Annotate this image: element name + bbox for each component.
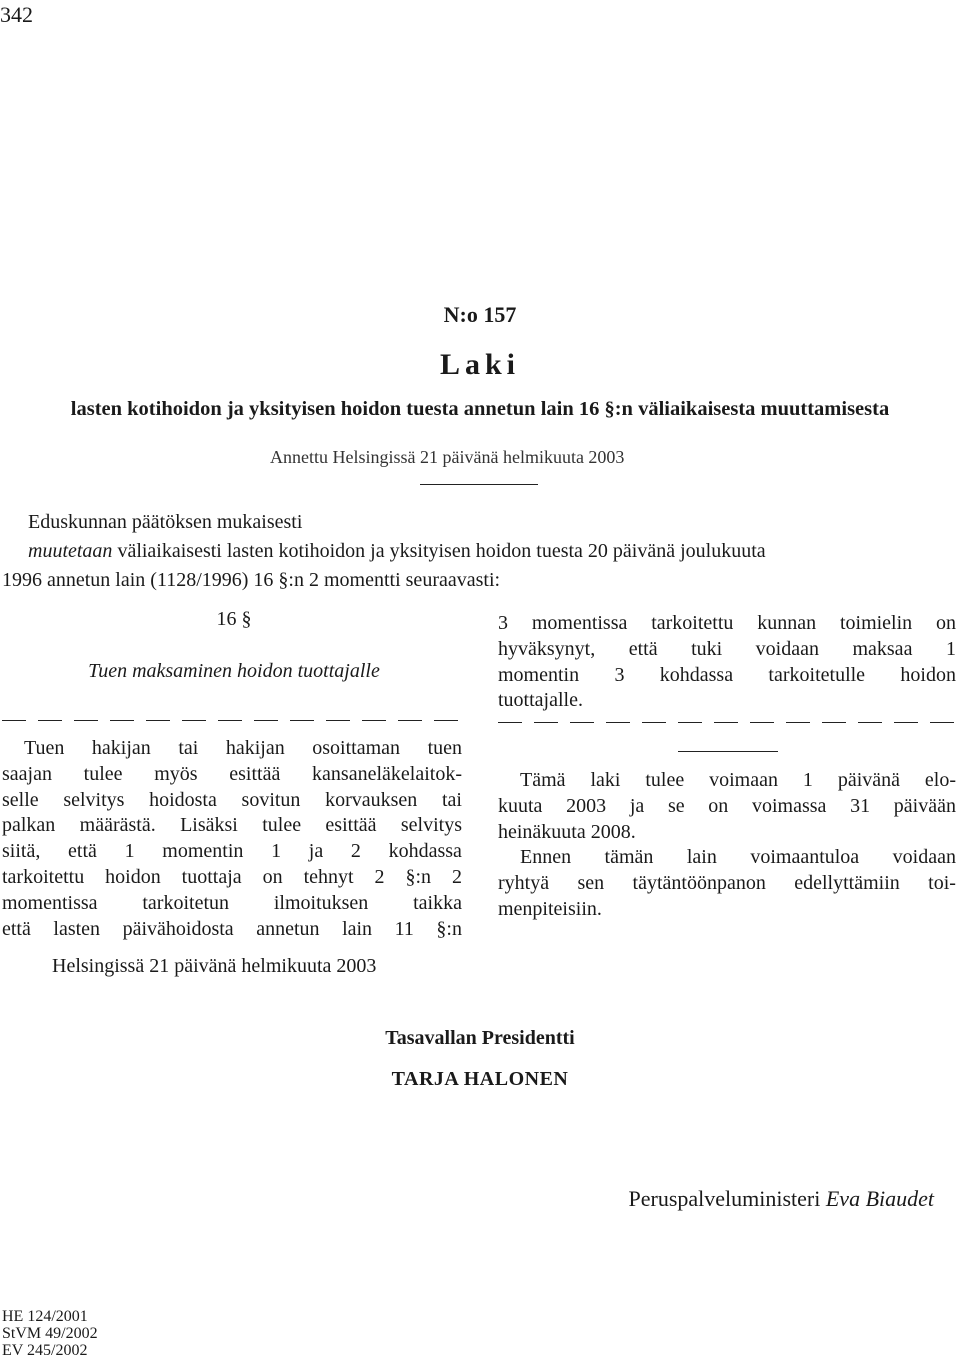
prep-line: menpiteisiin. xyxy=(498,897,602,920)
left-line: palkan määrästä. Lisäksi tulee esittää selvitys xyxy=(2,814,462,837)
entry-into-force-paragraph xyxy=(498,768,956,845)
left-line: siitä, että 1 momentin 1 ja 2 kohdassa xyxy=(2,840,462,863)
section-end-divider xyxy=(678,751,778,752)
right-line: tuottajalle. xyxy=(498,689,583,712)
left-line: Tuen hakijan tai hakijan osoittaman tuen xyxy=(24,737,462,759)
minister-signature xyxy=(629,1186,935,1212)
omission-dashes-left xyxy=(2,720,458,721)
document-type-heading: Laki xyxy=(439,348,521,381)
law-subject-title: lasten kotihoidon ja yksityisen hoidon tuesta annetun lain 16 §:n väliaikaisesta muuttamisesta xyxy=(70,398,890,420)
left-line: että lasten päivähoidosta annetun lain 11 §:n xyxy=(2,917,462,940)
intro-verb: muutetaan xyxy=(28,540,113,562)
president-name: TARJA HALONEN xyxy=(391,1068,569,1090)
right-column-text xyxy=(498,611,956,714)
left-line: tarkoitettu hoidon tuottaja on tehnyt 2 §:n 2 xyxy=(2,865,462,888)
left-line: saajan tulee myös esittää kansaneläkelaitok- xyxy=(2,762,462,785)
president-title: Tasavallan Presidentti xyxy=(385,1027,575,1049)
left-line: momentissa tarkoitetun ilmoituksen taikka xyxy=(2,891,462,914)
preparations-paragraph xyxy=(498,845,956,922)
entry-line: heinäkuuta 2008. xyxy=(498,820,636,843)
reference-item: StVM 49/2002 xyxy=(2,1325,98,1342)
signing-place-date: Helsingissä 21 päivänä helmikuuta 2003 xyxy=(52,955,377,977)
left-column-text xyxy=(2,736,462,942)
omission-dashes-right xyxy=(498,722,954,723)
page-number: 342 xyxy=(0,2,33,27)
reference-item: EV 245/2002 xyxy=(2,1342,88,1359)
entry-line: kuuta 2003 ja se on voimassa 31 päivään xyxy=(498,794,956,817)
legislative-references xyxy=(2,1308,98,1359)
prep-line: Ennen tämän lain voimaantuloa voidaan xyxy=(520,846,956,868)
right-line: hyväksynyt, että tuki voidaan maksaa 1 xyxy=(498,637,956,660)
minister-title: Peruspalveluministeri xyxy=(628,1186,821,1211)
right-line: momentin 3 kohdassa tarkoitetulle hoidon xyxy=(498,663,956,686)
intro-line-2 xyxy=(28,540,766,563)
entry-line: Tämä laki tulee voimaan 1 päivänä elo- xyxy=(520,769,956,791)
intro-line-1: Eduskunnan päätöksen mukaisesti xyxy=(28,511,303,533)
statute-number: N:o 157 xyxy=(443,302,517,327)
intro-line-3: 1996 annetun lain (1128/1996) 16 §:n 2 momentti seuraavasti: xyxy=(2,569,501,591)
minister-name: Eva Biaudet xyxy=(825,1186,934,1211)
prep-line: ryhtyä sen täytäntöönpanon edellyttämiin toi- xyxy=(498,871,956,894)
section-title: Tuen maksaminen hoidon tuottajalle xyxy=(88,660,380,682)
intro-line-2-rest: väliaikaisesti lasten kotihoidon ja yksityisen hoidon tuesta 20 päivänä joulukuuta xyxy=(112,540,766,562)
given-date: Annettu Helsingissä 21 päivänä helmikuuta 2003 xyxy=(270,447,625,467)
title-divider xyxy=(420,484,538,485)
left-line: selle selvitys hoidosta sovitun korvauksen tai xyxy=(2,788,462,811)
right-line: 3 momentissa tarkoitettu kunnan toimielin on xyxy=(498,612,956,634)
section-number: 16 § xyxy=(216,608,252,630)
reference-item: HE 124/2001 xyxy=(2,1308,88,1325)
